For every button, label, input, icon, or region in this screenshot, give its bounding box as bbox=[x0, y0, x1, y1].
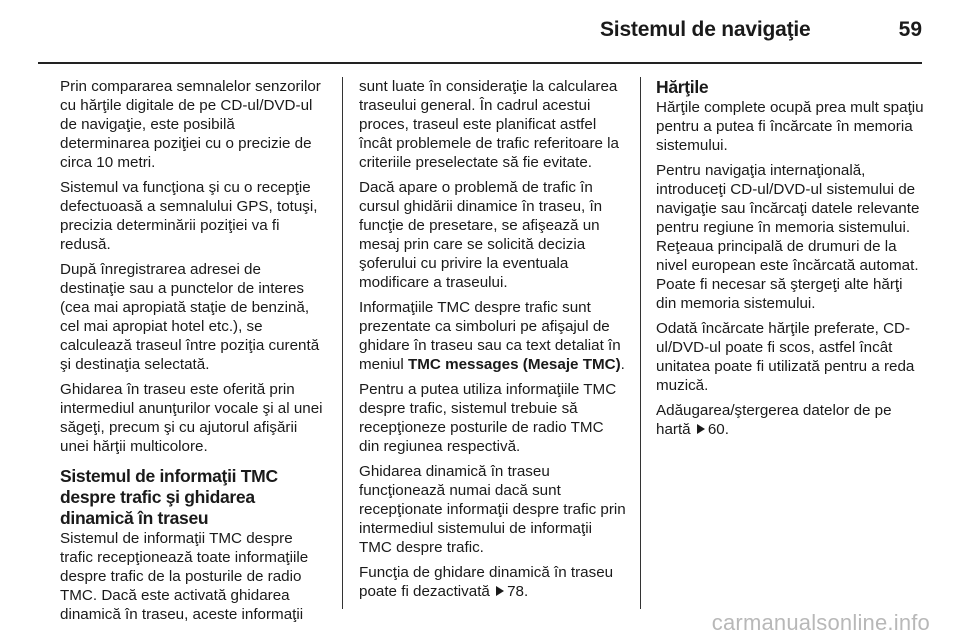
page-number: 59 bbox=[898, 18, 922, 41]
column-divider bbox=[640, 77, 641, 609]
page-reference-arrow-icon bbox=[496, 586, 504, 596]
paragraph: Ghidarea în traseu este oferită prin intermediul anunţurilor vocale şi al unei săgeţi, precum şi cu ajutorul afişării unei hărţii multicolore. bbox=[60, 381, 323, 455]
column-middle bbox=[359, 77, 627, 607]
paragraph: Pentru a putea utiliza informaţiile TMC despre trafic, sistemul trebuie să recepţioneze posturile de radio TMC din regiunea respectivă. bbox=[359, 381, 617, 455]
column-right bbox=[656, 77, 924, 445]
paragraph: Ghidarea dinamică în traseu funcţionează numai dacă sunt recepţionate informaţii despre trafic prin intermediul sistemului de informaţii TMC despre trafic. bbox=[359, 463, 626, 556]
page-title: Sistemul de navigaţie bbox=[600, 18, 811, 41]
section-heading-tmc: Sistemul de informaţii TMC despre trafic şi ghidarea dinamică în traseu bbox=[60, 466, 278, 528]
page-reference[interactable]: 78. bbox=[507, 583, 529, 600]
paragraph: Odată încărcate hărţile preferate, CD-ul/DVD-ul poate fi scos, astfel încât unitatea poate fi utilizată pentru a reda muzică. bbox=[656, 320, 915, 394]
paragraph: După înregistrarea adresei de destinaţie sau a punctelor de interes (cea mai apropiată staţie de benzină, cel mai apropiat hotel etc.), se calculează traseul între poziţia curentă şi destinaţia selectată. bbox=[60, 261, 320, 373]
paragraph-text: . bbox=[620, 356, 625, 373]
paragraph: Prin compararea semnalelor senzorilor cu hărţile digitale de pe CD-ul/DVD-ul de navigaţie, este posibilă determinarea poziţiei cu o precizie de circa 10 metri. bbox=[60, 78, 321, 171]
paragraph-text: Informaţiile TMC despre trafic sunt prezentate ca simboluri pe afişajul de ghidare în traseu sau ca text detaliat în meniul bbox=[359, 299, 621, 373]
paragraph-text: Funcţia de ghidare dinamică în traseu poate fi dezactivată bbox=[359, 564, 614, 600]
paragraph: Sistemul de informaţii TMC despre trafic recepţionează toate informaţiile despre trafic de la posturile de radio TMC. Dacă este activată ghidarea dinamică în traseu, aceste informaţii bbox=[60, 530, 309, 623]
header-divider bbox=[38, 62, 922, 64]
column-divider bbox=[342, 77, 343, 609]
paragraph: Hărţile complete ocupă prea mult spaţiu pentru a putea fi încărcate în memoria sistemului. bbox=[656, 99, 924, 154]
paragraph bbox=[656, 401, 924, 439]
paragraph: sunt luate în consideraţie la calcularea traseului general. În cadrul acestui proces, traseul este planificat astfel încât problemele de trafic referitoare la criteriile preselectate să fie evitate. bbox=[359, 78, 620, 171]
menu-name: TMC messages (Mesaje TMC) bbox=[407, 356, 621, 373]
paragraph bbox=[359, 298, 627, 374]
page-reference-arrow-icon bbox=[697, 424, 705, 434]
paragraph: Sistemul va funcţiona şi cu o recepţie defectuoasă a semnalului GPS, totuşi, precizia determinării poziţiei va fi redusă. bbox=[60, 179, 318, 253]
page-reference[interactable]: 60. bbox=[707, 421, 729, 438]
paragraph-text: Adăugarea/ştergerea datelor de pe hartă bbox=[656, 402, 892, 438]
paragraph bbox=[359, 563, 627, 601]
paragraph: Dacă apare o problemă de trafic în cursul ghidării dinamice în traseu, în funcţie de presetare, se afişează un mesaj prin care se solicită decizia şoferului cu privire la eventuala modificare a traseului. bbox=[359, 179, 603, 291]
column-left bbox=[60, 77, 328, 630]
section-heading-maps: Hărţile bbox=[656, 77, 709, 97]
watermark: carmanualsonline.info bbox=[711, 610, 930, 635]
paragraph: Pentru navigaţia internaţională, introduceţi CD-ul/DVD-ul sistemului de navigaţie sau încărcaţi datele relevante pentru regiune în memoria sistemului. Reţeaua principală de drumuri de la nivel european este încărcată automat. Poate fi necesar să ştergeţi alte hărţi din memoria sistemului. bbox=[656, 162, 920, 312]
